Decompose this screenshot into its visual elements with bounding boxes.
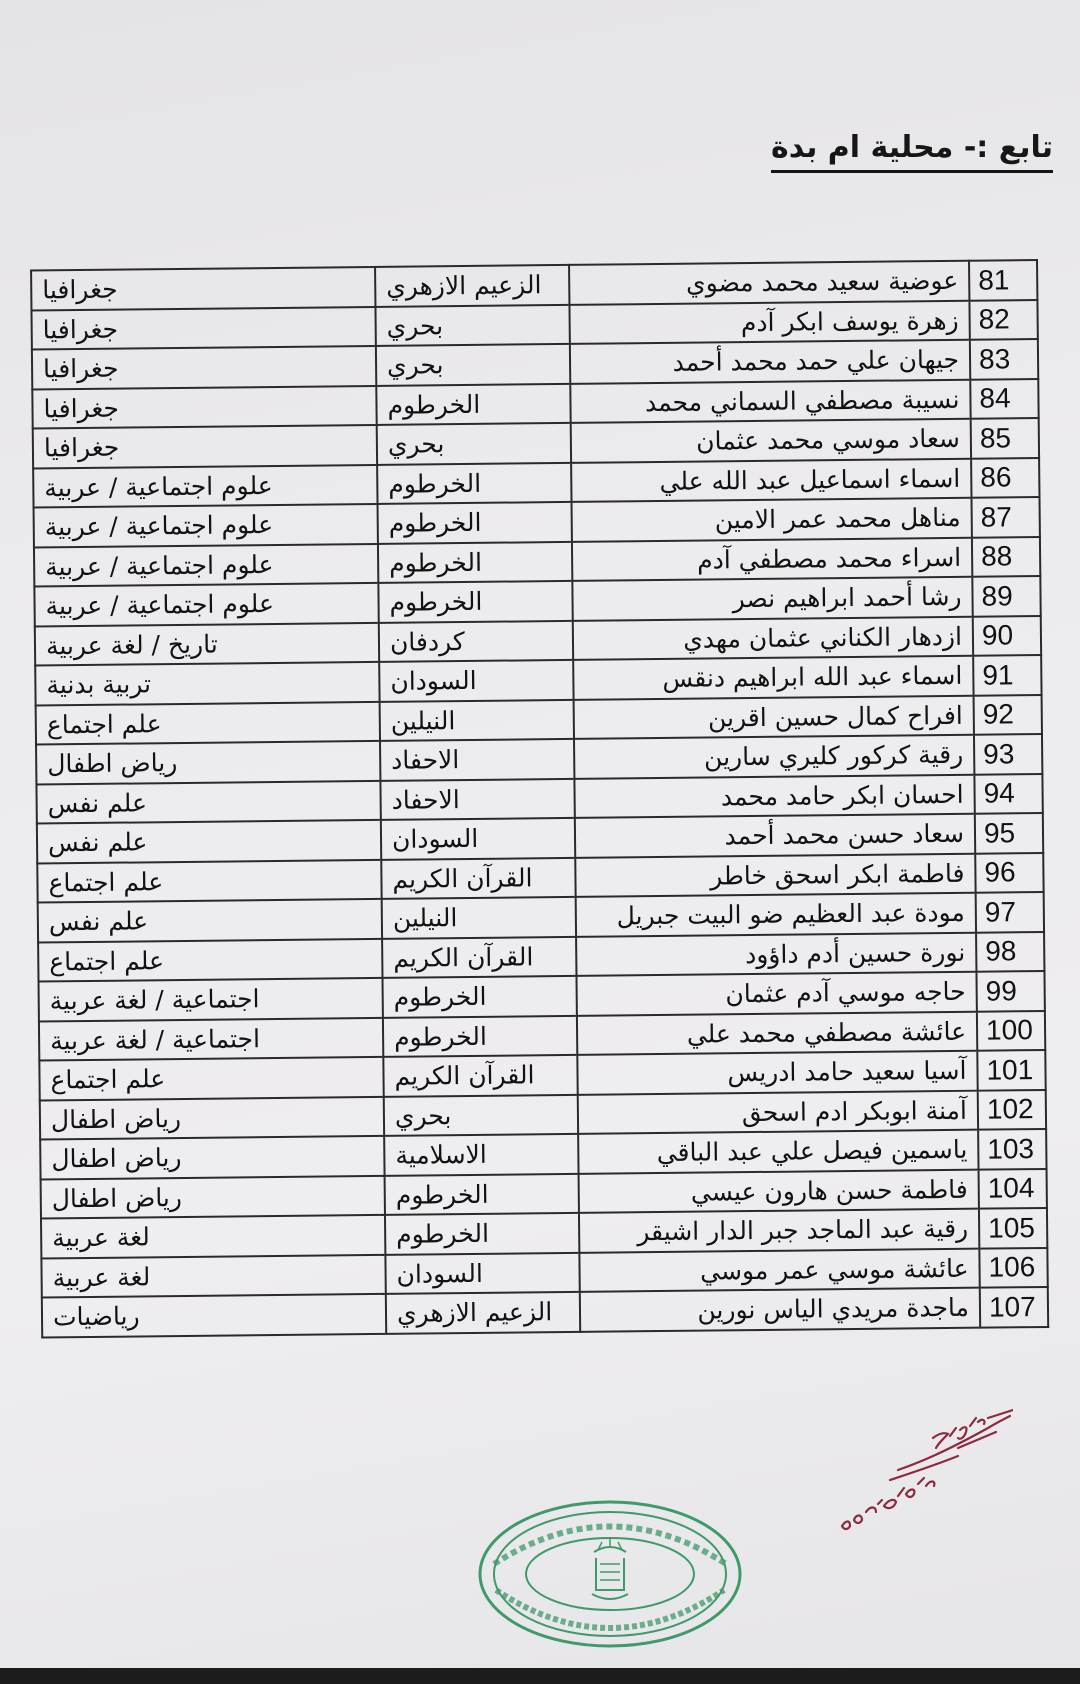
specialization: لغة عربية: [41, 1215, 385, 1258]
university-name: الخرطوم: [385, 1173, 579, 1215]
row-number: 107: [980, 1287, 1048, 1327]
candidate-name: فاطمة حسن هارون عيسي: [579, 1169, 979, 1213]
row-number: 101: [977, 1050, 1045, 1090]
row-number: 102: [978, 1089, 1046, 1129]
university-name: الخرطوم: [378, 581, 572, 623]
row-number: 104: [979, 1168, 1047, 1208]
university-name: القرآن الكريم: [381, 857, 575, 899]
university-name: الخرطوم: [378, 541, 572, 583]
specialization: جغرافيا: [32, 385, 376, 428]
row-number: 100: [977, 1010, 1045, 1050]
university-name: الزعيم الازهري: [386, 1292, 580, 1334]
specialization: علم اجتماع: [36, 701, 380, 744]
official-stamp: [470, 1494, 750, 1654]
university-name: الخرطوم: [378, 502, 572, 544]
row-number: 81: [969, 260, 1037, 300]
candidate-name: سعاد حسن محمد أحمد: [575, 814, 975, 858]
candidate-name: سعاد موسي محمد عثمان: [571, 419, 971, 463]
row-number: 106: [979, 1247, 1047, 1287]
row-number: 103: [978, 1129, 1046, 1169]
specialization: جغرافيا: [31, 306, 375, 349]
row-number: 96: [975, 852, 1043, 892]
row-number: 83: [970, 339, 1038, 379]
candidate-name: فاطمة ابكر اسحق خاطر: [575, 853, 975, 897]
row-number: 97: [976, 892, 1044, 932]
row-number: 105: [979, 1208, 1047, 1248]
university-name: بحري: [376, 344, 570, 386]
row-number: 94: [974, 773, 1042, 813]
candidate-name: اسماء اسماعيل عبد الله علي: [571, 458, 971, 502]
university-name: السودان: [381, 818, 575, 860]
row-number: 90: [973, 615, 1041, 655]
university-name: النيلين: [382, 897, 576, 939]
candidate-name: جيهان علي حمد محمد أحمد: [570, 340, 970, 384]
row-number: 98: [976, 931, 1044, 971]
specialization: رياض اطفال: [40, 1136, 384, 1179]
candidate-name: مودة عبد العظيم ضو البيت جبريل: [576, 893, 976, 937]
specialization: اجتماعية / لغة عربية: [39, 978, 383, 1021]
row-number: 89: [972, 576, 1040, 616]
university-name: الخرطوم: [376, 383, 570, 425]
row-number: 93: [974, 734, 1042, 774]
specialization: علم نفس: [37, 820, 381, 863]
specialization: تربية بدنية: [35, 662, 379, 705]
specialization: علوم اجتماعية / عربية: [34, 583, 378, 626]
row-number: 91: [973, 655, 1041, 695]
specialization: رياض اطفال: [40, 1096, 384, 1139]
row-number: 86: [971, 457, 1039, 497]
row-number: 82: [969, 300, 1037, 340]
university-name: السودان: [379, 660, 573, 702]
university-name: القرآن الكريم: [382, 936, 576, 978]
candidate-name: عوضية سعيد محمد مضوي: [569, 261, 969, 305]
specialization: جغرافيا: [32, 346, 376, 389]
row-number: 88: [972, 536, 1040, 576]
bottom-edge: [0, 1668, 1080, 1684]
university-name: الاسلامية: [384, 1134, 578, 1176]
candidate-name: نسيبة مصطفي السماني محمد: [570, 379, 970, 423]
row-number: 85: [971, 418, 1039, 458]
candidate-name: اسماء عبد الله ابراهيم دنقس: [573, 656, 973, 700]
candidate-name: ازدهار الكناني عثمان مهدي: [573, 616, 973, 660]
page-heading: تابع :- محلية ام بدة: [771, 128, 1053, 173]
candidate-name: عائشة مصطفي محمد علي: [577, 1011, 977, 1055]
row-number: 87: [971, 497, 1039, 537]
university-name: بحري: [384, 1094, 578, 1136]
university-name: بحري: [377, 423, 571, 465]
candidate-name: حاجه موسي آدم عثمان: [576, 972, 976, 1016]
candidate-name: ماجدة مريدي الياس نورين: [580, 1288, 980, 1332]
candidate-name: مناهل محمد عمر الامين: [572, 498, 972, 542]
candidate-name: رقية عبد الماجد جبر الدار اشيقر: [579, 1209, 979, 1253]
specialization: تاريخ / لغة عربية: [35, 622, 379, 665]
university-name: كردفان: [379, 620, 573, 662]
specialization: علوم اجتماعية / عربية: [34, 543, 378, 586]
specialization: علم اجتماع: [39, 1057, 383, 1100]
university-name: القرآن الكريم: [383, 1055, 577, 1097]
candidate-name: رقية كركور كليري سارين: [574, 735, 974, 779]
university-name: الزعيم الازهري: [375, 265, 569, 307]
candidates-table-body: [31, 260, 1048, 1337]
candidate-name: رشا أحمد ابراهيم نصر: [572, 577, 972, 621]
specialization: علم نفس: [38, 899, 382, 942]
university-name: الخرطوم: [383, 1015, 577, 1057]
row-number: 92: [974, 694, 1042, 734]
row-number: 84: [970, 379, 1038, 419]
specialization: علوم اجتماعية / عربية: [34, 504, 378, 547]
candidate-name: احسان ابكر حامد محمد: [574, 774, 974, 818]
university-name: النيلين: [380, 699, 574, 741]
university-name: السودان: [385, 1252, 579, 1294]
specialization: اجتماعية / لغة عربية: [39, 1017, 383, 1060]
specialization: لغة عربية: [41, 1254, 385, 1297]
candidate-name: اسراء محمد مصطفي آدم: [572, 537, 972, 581]
candidate-name: آسيا سعيد حامد ادريس: [577, 1051, 977, 1095]
handwritten-signature: [838, 1408, 1013, 1538]
candidate-name: نورة حسين أدم داؤود: [576, 932, 976, 976]
specialization: علم نفس: [36, 780, 380, 823]
candidate-name: ياسمين فيصل علي عبد الباقي: [578, 1130, 978, 1174]
university-name: بحري: [375, 304, 569, 346]
candidate-name: افراح كمال حسين اقرين: [574, 695, 974, 739]
university-name: الخرطوم: [382, 976, 576, 1018]
university-name: الخرطوم: [377, 462, 571, 504]
specialization: جغرافيا: [33, 425, 377, 468]
specialization: علم اجتماع: [37, 859, 381, 902]
candidates-table: [30, 259, 1049, 1338]
specialization: علم اجتماع: [38, 938, 382, 981]
row-number: 99: [976, 971, 1044, 1011]
specialization: رياضيات: [42, 1294, 386, 1337]
candidate-name: عائشة موسي عمر موسي: [579, 1248, 979, 1292]
university-name: الاحفاد: [380, 739, 574, 781]
specialization: رياض اطفال: [41, 1175, 385, 1218]
candidate-name: زهرة يوسف ابكر آدم: [569, 300, 969, 344]
university-name: الخرطوم: [385, 1213, 579, 1255]
specialization: رياض اطفال: [36, 741, 380, 784]
row-number: 95: [975, 813, 1043, 853]
specialization: جغرافيا: [31, 267, 375, 310]
university-name: الاحفاد: [380, 778, 574, 820]
specialization: علوم اجتماعية / عربية: [33, 464, 377, 507]
candidate-name: آمنة ابوبكر ادم اسحق: [578, 1090, 978, 1134]
